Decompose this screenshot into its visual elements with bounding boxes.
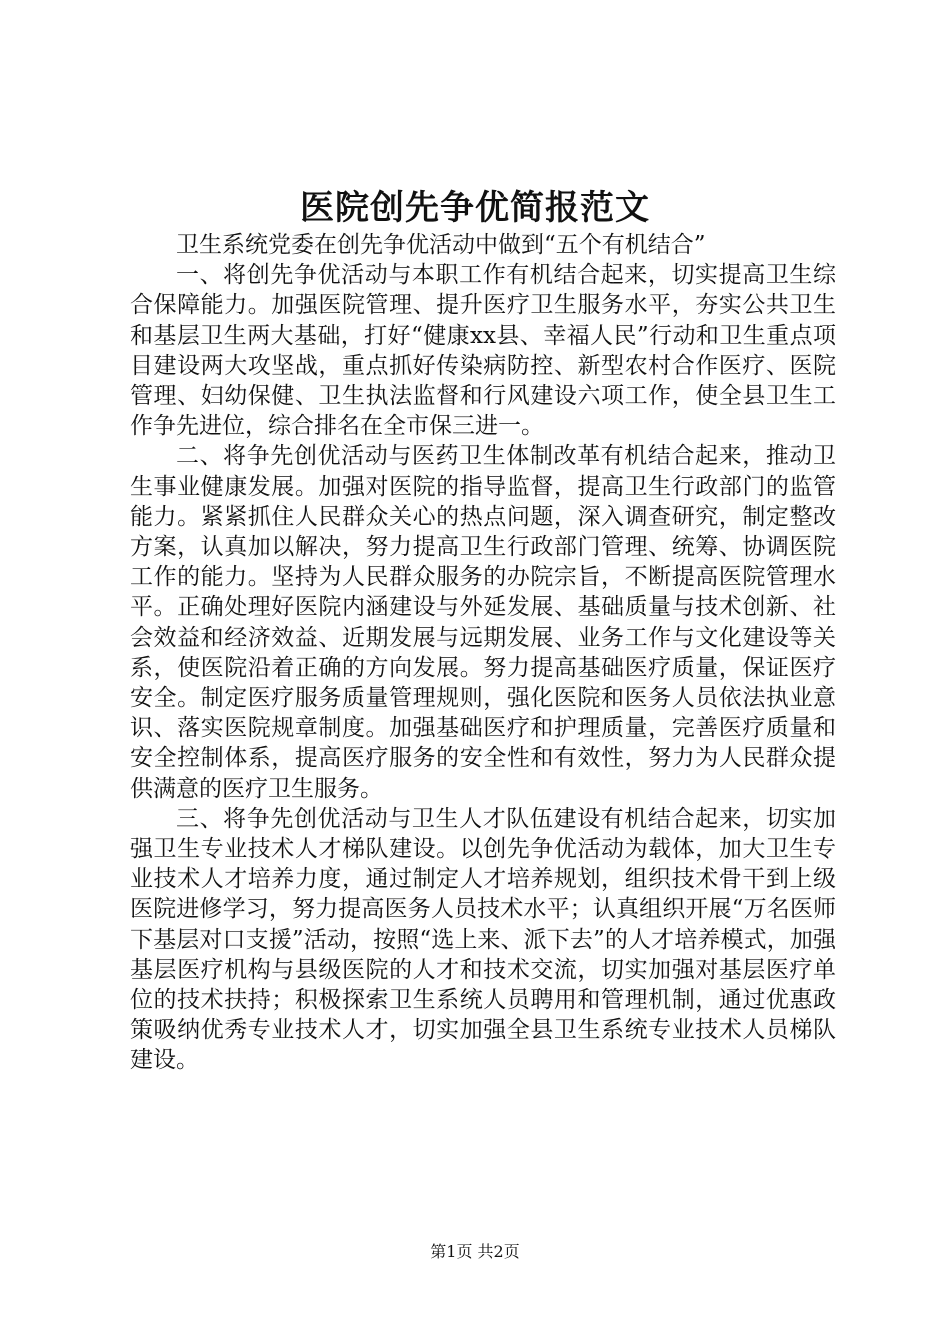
document-title: 医院创先争优简报范文 bbox=[300, 188, 650, 228]
body-paragraph-2: 二、将争先创优活动与医药卫生体制改革有机结合起来，推动卫生事业健康发展。加强对医院的指导监督，提高卫生行政部门的监管能力。紧紧抓住人民群众关心的热点问题，深入调查研究，制定整改方案，认真加以解决，努力提高卫生行政部门管理、统筹、协调医院工作的能力。坚持为人民群众服务的办院宗旨，不断提高医院管理水平。正确处理好医院内涵建设与外延发展、基础质量与技术创新、社会效益和经济效益、近期发展与远期发展、业务工作与文化建设等关系，使医院沿着正确的方向发展。努力提高基础医疗质量，保证医疗安全。制定医疗服务质量管理规则，强化医院和医务人员依法执业意识、落实医院规章制度。加强基础医疗和护理质量，完善医疗质量和安全控制体系，提高医疗服务的安全性和有效性，努力为人民群众提供满意的医疗卫生服务。 bbox=[130, 443, 836, 802]
body-paragraph-1: 一、将创先争优活动与本职工作有机结合起来，切实提高卫生综合保障能力。加强医院管理、提升医疗卫生服务水平，夯实公共卫生和基层卫生两大基础，打好“健康xx县、幸福人民”行动和卫生重点项目建设两大攻坚战，重点抓好传染病防控、新型农村合作医疗、医院管理、妇幼保健、卫生执法监督和行风建设六项工作，使全县卫生工作争先进位，综合排名在全市保三进一。 bbox=[130, 262, 836, 440]
document-body bbox=[130, 230, 836, 1076]
body-paragraph-3: 三、将争先创优活动与卫生人才队伍建设有机结合起来，切实加强卫生专业技术人才梯队建设。以创先争优活动为载体，加大卫生专业技术人才培养力度，通过制定人才培养规划，组织技术骨干到上级医院进修学习，努力提高医务人员技术水平；认真组织开展“万名医师下基层对口支援”活动，按照“选上来、派下去”的人才培养模式，加强基层医疗机构与县级医院的人才和技术交流，切实加强对基层医疗单位的技术扶持；积极探索卫生系统人员聘用和管理机制，通过优惠政策吸纳优秀专业技术人才，切实加强全县卫生系统专业技术人员梯队建设。 bbox=[130, 805, 836, 1074]
subtitle-paragraph: 卫生系统党委在创先争优活动中做到“五个有机结合” bbox=[176, 232, 706, 258]
page-number: 第1页 共2页 bbox=[430, 1242, 520, 1261]
